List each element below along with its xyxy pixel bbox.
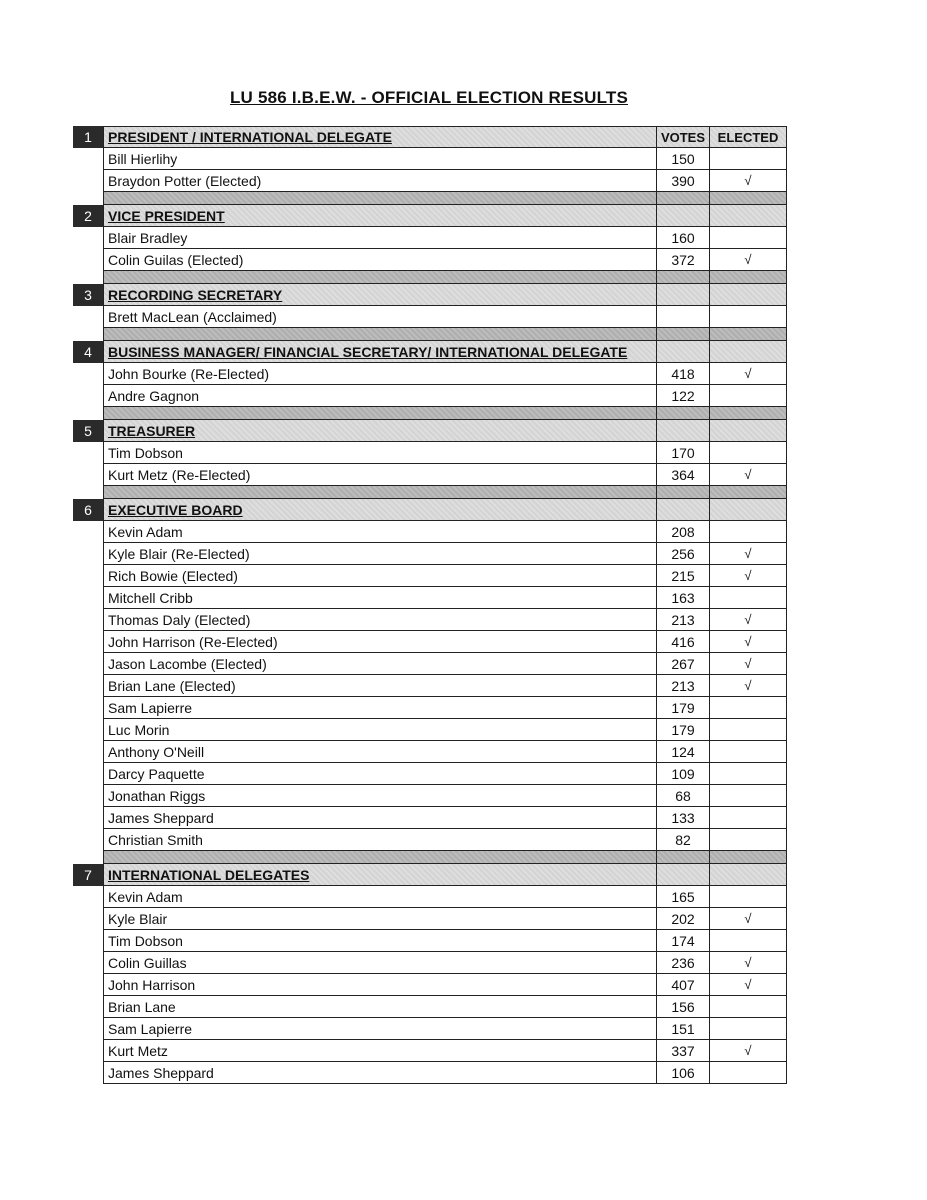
- candidate-row: [73, 543, 787, 565]
- elected-check-mark: [710, 829, 787, 851]
- elected-check-mark: [710, 785, 787, 807]
- elected-check-mark: [710, 587, 787, 609]
- candidate-name: Colin Guilas (Elected): [103, 249, 657, 271]
- section-number-badge: 6: [73, 499, 103, 521]
- section-divider: [73, 851, 787, 864]
- vote-count: 151: [657, 1018, 710, 1040]
- section-divider: [73, 407, 787, 420]
- elected-column-header: [710, 864, 787, 886]
- candidate-name: Brian Lane: [103, 996, 657, 1018]
- section-number-badge: 3: [73, 284, 103, 306]
- candidate-row: [73, 587, 787, 609]
- section-header: [73, 205, 787, 227]
- candidate-name: Rich Bowie (Elected): [103, 565, 657, 587]
- votes-column-header: [657, 341, 710, 363]
- divider-votes-cell: [657, 851, 710, 864]
- candidate-name: Sam Lapierre: [103, 1018, 657, 1040]
- divider-gutter: [73, 407, 103, 420]
- row-gutter: [73, 785, 103, 807]
- vote-count: 337: [657, 1040, 710, 1062]
- vote-count: 160: [657, 227, 710, 249]
- row-gutter: [73, 741, 103, 763]
- row-gutter: [73, 306, 103, 328]
- candidate-name: Brian Lane (Elected): [103, 675, 657, 697]
- row-gutter: [73, 930, 103, 952]
- vote-count: 82: [657, 829, 710, 851]
- candidate-row: [73, 996, 787, 1018]
- section-header: [73, 284, 787, 306]
- row-gutter: [73, 631, 103, 653]
- divider-gutter: [73, 486, 103, 499]
- elected-check-mark: √: [710, 464, 787, 486]
- candidate-row: [73, 785, 787, 807]
- candidate-row: [73, 653, 787, 675]
- section-header: [73, 341, 787, 363]
- divider-elected-cell: [710, 407, 787, 420]
- row-gutter: [73, 1062, 103, 1084]
- row-gutter: [73, 543, 103, 565]
- divider-gutter: [73, 271, 103, 284]
- candidate-name: Tim Dobson: [103, 930, 657, 952]
- elected-check-mark: [710, 442, 787, 464]
- section-number-badge: 1: [73, 126, 103, 148]
- divider-elected-cell: [710, 486, 787, 499]
- row-gutter: [73, 763, 103, 785]
- candidate-name: James Sheppard: [103, 807, 657, 829]
- row-gutter: [73, 886, 103, 908]
- candidate-row: [73, 763, 787, 785]
- vote-count: 208: [657, 521, 710, 543]
- vote-count: 256: [657, 543, 710, 565]
- section-title: TREASURER: [103, 420, 657, 442]
- vote-count: 174: [657, 930, 710, 952]
- row-gutter: [73, 249, 103, 271]
- section-header: [73, 864, 787, 886]
- elected-check-mark: √: [710, 249, 787, 271]
- vote-count: 236: [657, 952, 710, 974]
- elected-check-mark: √: [710, 631, 787, 653]
- candidate-row: [73, 1018, 787, 1040]
- row-gutter: [73, 952, 103, 974]
- elected-check-mark: [710, 697, 787, 719]
- elected-check-mark: √: [710, 675, 787, 697]
- elected-check-mark: [710, 996, 787, 1018]
- divider-name-cell: [103, 192, 657, 205]
- divider-name-cell: [103, 851, 657, 864]
- vote-count: 156: [657, 996, 710, 1018]
- vote-count: 372: [657, 249, 710, 271]
- candidate-row: [73, 631, 787, 653]
- candidate-row: [73, 609, 787, 631]
- row-gutter: [73, 227, 103, 249]
- candidate-name: Andre Gagnon: [103, 385, 657, 407]
- elected-check-mark: √: [710, 974, 787, 996]
- vote-count: 170: [657, 442, 710, 464]
- row-gutter: [73, 974, 103, 996]
- candidate-row: [73, 1062, 787, 1084]
- elected-check-mark: [710, 306, 787, 328]
- vote-count: 133: [657, 807, 710, 829]
- section-header: [73, 126, 787, 148]
- row-gutter: [73, 675, 103, 697]
- section-header: [73, 499, 787, 521]
- row-gutter: [73, 385, 103, 407]
- vote-count: 364: [657, 464, 710, 486]
- row-gutter: [73, 609, 103, 631]
- row-gutter: [73, 442, 103, 464]
- elected-check-mark: [710, 1018, 787, 1040]
- row-gutter: [73, 719, 103, 741]
- candidate-row: [73, 675, 787, 697]
- divider-votes-cell: [657, 407, 710, 420]
- candidate-name: Kevin Adam: [103, 886, 657, 908]
- vote-count: 418: [657, 363, 710, 385]
- section-divider: [73, 328, 787, 341]
- candidate-name: Jonathan Riggs: [103, 785, 657, 807]
- elected-check-mark: √: [710, 1040, 787, 1062]
- row-gutter: [73, 587, 103, 609]
- section-divider: [73, 271, 787, 284]
- candidate-name: Tim Dobson: [103, 442, 657, 464]
- row-gutter: [73, 1018, 103, 1040]
- candidate-row: [73, 464, 787, 486]
- divider-votes-cell: [657, 486, 710, 499]
- vote-count: 407: [657, 974, 710, 996]
- votes-column-header: [657, 284, 710, 306]
- vote-count: 122: [657, 385, 710, 407]
- vote-count: 390: [657, 170, 710, 192]
- section-number-badge: 5: [73, 420, 103, 442]
- section-title: PRESIDENT / INTERNATIONAL DELEGATE: [103, 126, 657, 148]
- candidate-name: John Harrison: [103, 974, 657, 996]
- elected-check-mark: √: [710, 543, 787, 565]
- candidate-row: [73, 697, 787, 719]
- candidate-row: [73, 521, 787, 543]
- elected-check-mark: √: [710, 952, 787, 974]
- vote-count: 163: [657, 587, 710, 609]
- section-header: [73, 420, 787, 442]
- divider-elected-cell: [710, 192, 787, 205]
- vote-count: 179: [657, 719, 710, 741]
- elected-column-header: ELECTED: [710, 126, 787, 148]
- votes-column-header: VOTES: [657, 126, 710, 148]
- vote-count: 215: [657, 565, 710, 587]
- candidate-row: [73, 807, 787, 829]
- elected-check-mark: [710, 1062, 787, 1084]
- candidate-row: [73, 952, 787, 974]
- candidate-row: [73, 930, 787, 952]
- elected-check-mark: √: [710, 363, 787, 385]
- row-gutter: [73, 1040, 103, 1062]
- divider-votes-cell: [657, 271, 710, 284]
- candidate-name: Kyle Blair: [103, 908, 657, 930]
- divider-elected-cell: [710, 851, 787, 864]
- elected-check-mark: [710, 930, 787, 952]
- section-divider: [73, 486, 787, 499]
- candidate-row: [73, 719, 787, 741]
- elected-check-mark: [710, 886, 787, 908]
- row-gutter: [73, 565, 103, 587]
- candidate-name: Kurt Metz: [103, 1040, 657, 1062]
- candidate-name: Kevin Adam: [103, 521, 657, 543]
- candidate-row: [73, 363, 787, 385]
- candidate-name: Mitchell Cribb: [103, 587, 657, 609]
- candidate-row: [73, 565, 787, 587]
- elected-column-header: [710, 499, 787, 521]
- vote-count: 109: [657, 763, 710, 785]
- candidate-row: [73, 170, 787, 192]
- candidate-name: Colin Guillas: [103, 952, 657, 974]
- divider-elected-cell: [710, 328, 787, 341]
- candidate-name: Kurt Metz (Re-Elected): [103, 464, 657, 486]
- section-divider: [73, 192, 787, 205]
- vote-count: 179: [657, 697, 710, 719]
- candidate-name: John Bourke (Re-Elected): [103, 363, 657, 385]
- elected-column-header: [710, 284, 787, 306]
- candidate-row: [73, 908, 787, 930]
- vote-count: 165: [657, 886, 710, 908]
- candidate-row: [73, 886, 787, 908]
- row-gutter: [73, 464, 103, 486]
- candidate-name: Kyle Blair (Re-Elected): [103, 543, 657, 565]
- candidate-row: [73, 385, 787, 407]
- candidate-row: [73, 974, 787, 996]
- candidate-row: [73, 1040, 787, 1062]
- vote-count: 202: [657, 908, 710, 930]
- vote-count: 416: [657, 631, 710, 653]
- elected-check-mark: √: [710, 908, 787, 930]
- row-gutter: [73, 908, 103, 930]
- vote-count: 267: [657, 653, 710, 675]
- elected-column-header: [710, 205, 787, 227]
- divider-gutter: [73, 192, 103, 205]
- divider-name-cell: [103, 486, 657, 499]
- row-gutter: [73, 807, 103, 829]
- candidate-name: John Harrison (Re-Elected): [103, 631, 657, 653]
- vote-count: [657, 306, 710, 328]
- vote-count: 213: [657, 609, 710, 631]
- divider-name-cell: [103, 271, 657, 284]
- candidate-name: Darcy Paquette: [103, 763, 657, 785]
- elected-check-mark: √: [710, 565, 787, 587]
- candidate-row: [73, 741, 787, 763]
- elected-check-mark: [710, 719, 787, 741]
- candidate-name: Thomas Daly (Elected): [103, 609, 657, 631]
- row-gutter: [73, 170, 103, 192]
- elected-column-header: [710, 420, 787, 442]
- divider-name-cell: [103, 328, 657, 341]
- section-title: VICE PRESIDENT: [103, 205, 657, 227]
- candidate-name: Sam Lapierre: [103, 697, 657, 719]
- votes-column-header: [657, 499, 710, 521]
- candidate-name: Jason Lacombe (Elected): [103, 653, 657, 675]
- section-number-badge: 2: [73, 205, 103, 227]
- divider-gutter: [73, 328, 103, 341]
- elected-check-mark: [710, 148, 787, 170]
- page-title: LU 586 I.B.E.W. - OFFICIAL ELECTION RESULTS: [229, 88, 629, 107]
- elected-check-mark: √: [710, 653, 787, 675]
- candidate-row: [73, 148, 787, 170]
- candidate-name: James Sheppard: [103, 1062, 657, 1084]
- divider-votes-cell: [657, 192, 710, 205]
- row-gutter: [73, 996, 103, 1018]
- elected-check-mark: [710, 227, 787, 249]
- row-gutter: [73, 521, 103, 543]
- vote-count: 68: [657, 785, 710, 807]
- votes-column-header: [657, 205, 710, 227]
- vote-count: 124: [657, 741, 710, 763]
- section-title: EXECUTIVE BOARD: [103, 499, 657, 521]
- vote-count: 106: [657, 1062, 710, 1084]
- candidate-row: [73, 249, 787, 271]
- elected-check-mark: √: [710, 609, 787, 631]
- candidate-row: [73, 227, 787, 249]
- candidate-name: Braydon Potter (Elected): [103, 170, 657, 192]
- candidate-name: Christian Smith: [103, 829, 657, 851]
- candidate-name: Brett MacLean (Acclaimed): [103, 306, 657, 328]
- row-gutter: [73, 148, 103, 170]
- divider-gutter: [73, 851, 103, 864]
- elected-check-mark: √: [710, 170, 787, 192]
- candidate-name: Luc Morin: [103, 719, 657, 741]
- elected-column-header: [710, 341, 787, 363]
- vote-count: 150: [657, 148, 710, 170]
- row-gutter: [73, 653, 103, 675]
- candidate-row: [73, 306, 787, 328]
- row-gutter: [73, 829, 103, 851]
- elected-check-mark: [710, 521, 787, 543]
- row-gutter: [73, 697, 103, 719]
- votes-column-header: [657, 864, 710, 886]
- candidate-name: Anthony O'Neill: [103, 741, 657, 763]
- elected-check-mark: [710, 763, 787, 785]
- row-gutter: [73, 363, 103, 385]
- section-title: RECORDING SECRETARY: [103, 284, 657, 306]
- divider-votes-cell: [657, 328, 710, 341]
- elected-check-mark: [710, 741, 787, 763]
- vote-count: 213: [657, 675, 710, 697]
- divider-elected-cell: [710, 271, 787, 284]
- section-title: BUSINESS MANAGER/ FINANCIAL SECRETARY/ INTERNATIONAL DELEGATE: [103, 341, 657, 363]
- candidate-name: Bill Hierlihy: [103, 148, 657, 170]
- elected-check-mark: [710, 807, 787, 829]
- section-number-badge: 4: [73, 341, 103, 363]
- candidate-row: [73, 829, 787, 851]
- section-number-badge: 7: [73, 864, 103, 886]
- candidate-row: [73, 442, 787, 464]
- candidate-name: Blair Bradley: [103, 227, 657, 249]
- divider-name-cell: [103, 407, 657, 420]
- section-title: INTERNATIONAL DELEGATES: [103, 864, 657, 886]
- election-results-table: [73, 126, 787, 1084]
- votes-column-header: [657, 420, 710, 442]
- elected-check-mark: [710, 385, 787, 407]
